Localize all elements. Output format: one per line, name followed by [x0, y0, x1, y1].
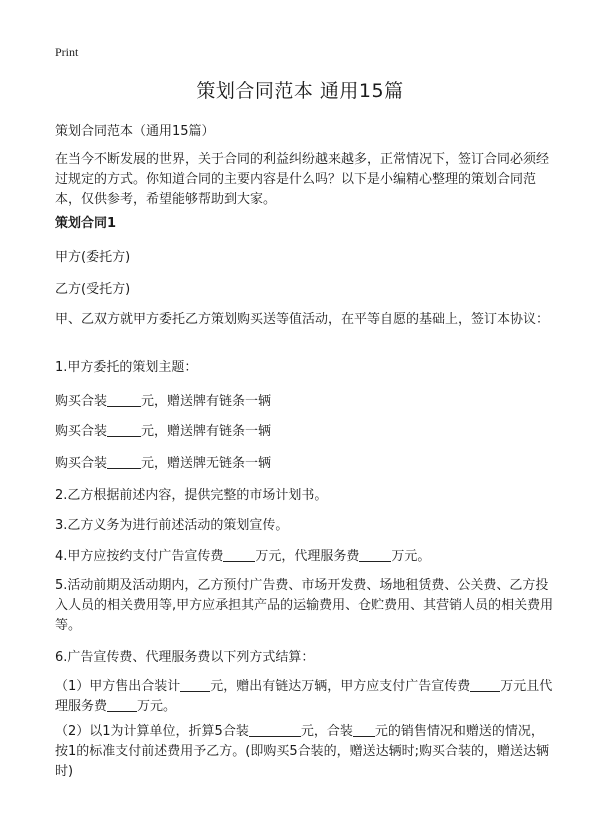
sub-1-text: 元，赠出有链达万辆，甲方应支付广告宣传费 [210, 679, 471, 694]
document-title: 策划合同范本 通用15篇 [196, 80, 404, 102]
fill-blank [107, 454, 141, 469]
fill-blank [107, 392, 141, 407]
party-a-line: 甲方(委托方) [55, 250, 131, 265]
item-6-sub-1 [55, 677, 555, 717]
purchase-line-text: 购买合装 [55, 456, 108, 471]
sub-2-text: 元，合装 [300, 724, 353, 739]
sub-1-text: 万元。 [137, 699, 177, 714]
item-2: 2.乙方根据前述内容，提供完整的市场计划书。 [55, 488, 328, 503]
fill-blank [223, 547, 255, 562]
purchase-line-text: 元，赠送牌有链条一辆 [141, 394, 272, 409]
purchase-line-1 [55, 392, 555, 412]
section-heading: 策划合同1 [55, 216, 117, 231]
sub-1-text: 万元且代理服务费 [55, 679, 553, 714]
fill-blank [107, 697, 137, 712]
item-5: 5.活动前期及活动期内，乙方预付广告费、市场开发费、场地租赁费、公关费、乙方投入人员的相关费用等,甲方应承担其产品的运输费用、仓贮费用、其营销人员的相关费用等。 [55, 578, 554, 633]
item-3: 3.乙方义务为进行前述活动的策划宣传。 [55, 518, 289, 533]
agreement-paragraph: 甲、乙双方就甲方委托乙方策划购买送等值活动，在平等自愿的基础上，签订本协议： [55, 312, 550, 327]
purchase-line-2 [55, 422, 555, 442]
fill-blank [107, 422, 141, 437]
purchase-line-text: 购买合装 [55, 394, 108, 409]
item-6-sub-2 [55, 722, 555, 782]
document-subtitle: 策划合同范本（通用15篇） [55, 124, 215, 139]
purchase-line-text: 元，赠送牌无链条一辆 [141, 456, 272, 471]
print-label[interactable]: Print [55, 45, 79, 59]
fill-blank [180, 677, 210, 692]
purchase-line-text: 购买合装 [55, 424, 108, 439]
purchase-line-text: 元，赠送牌有链条一辆 [141, 424, 272, 439]
item-4-text: 4.甲方应按约支付广告宣传费 [55, 549, 224, 564]
item-4-text: 万元，代理服务费 [255, 549, 360, 564]
party-b-line: 乙方(受托方) [55, 282, 131, 297]
sub-1-text: （1）甲方售出合装计 [55, 679, 181, 694]
item-6: 6.广告宣传费、代理服务费以下列方式结算： [55, 650, 315, 665]
item-4 [55, 547, 555, 567]
fill-blank [470, 677, 500, 692]
sub-2-text: 元的销售情况和赠送的情况，按1的标准支付前述费用予乙方。(即购买5合装的，赠送达辆时;购买合装的，赠送达辆时) [55, 724, 549, 779]
sub-2-text: （2）以1为计算单位，折算5合装 [55, 724, 249, 739]
intro-paragraph: 在当今不断发展的世界，关于合同的利益纠纷越来越多，正常情况下，签订合同必须经过规定的方式。你知道合同的主要内容是什么吗？以下是小编精心整理的策划合同范本，仅供参考，希望能够帮助到大家。 [55, 152, 550, 207]
fill-blank [249, 722, 301, 737]
purchase-line-3 [55, 454, 555, 474]
fill-blank [353, 722, 375, 737]
fill-blank [359, 547, 391, 562]
item-1: 1.甲方委托的策划主题： [55, 360, 198, 375]
item-4-text: 万元。 [391, 549, 431, 564]
